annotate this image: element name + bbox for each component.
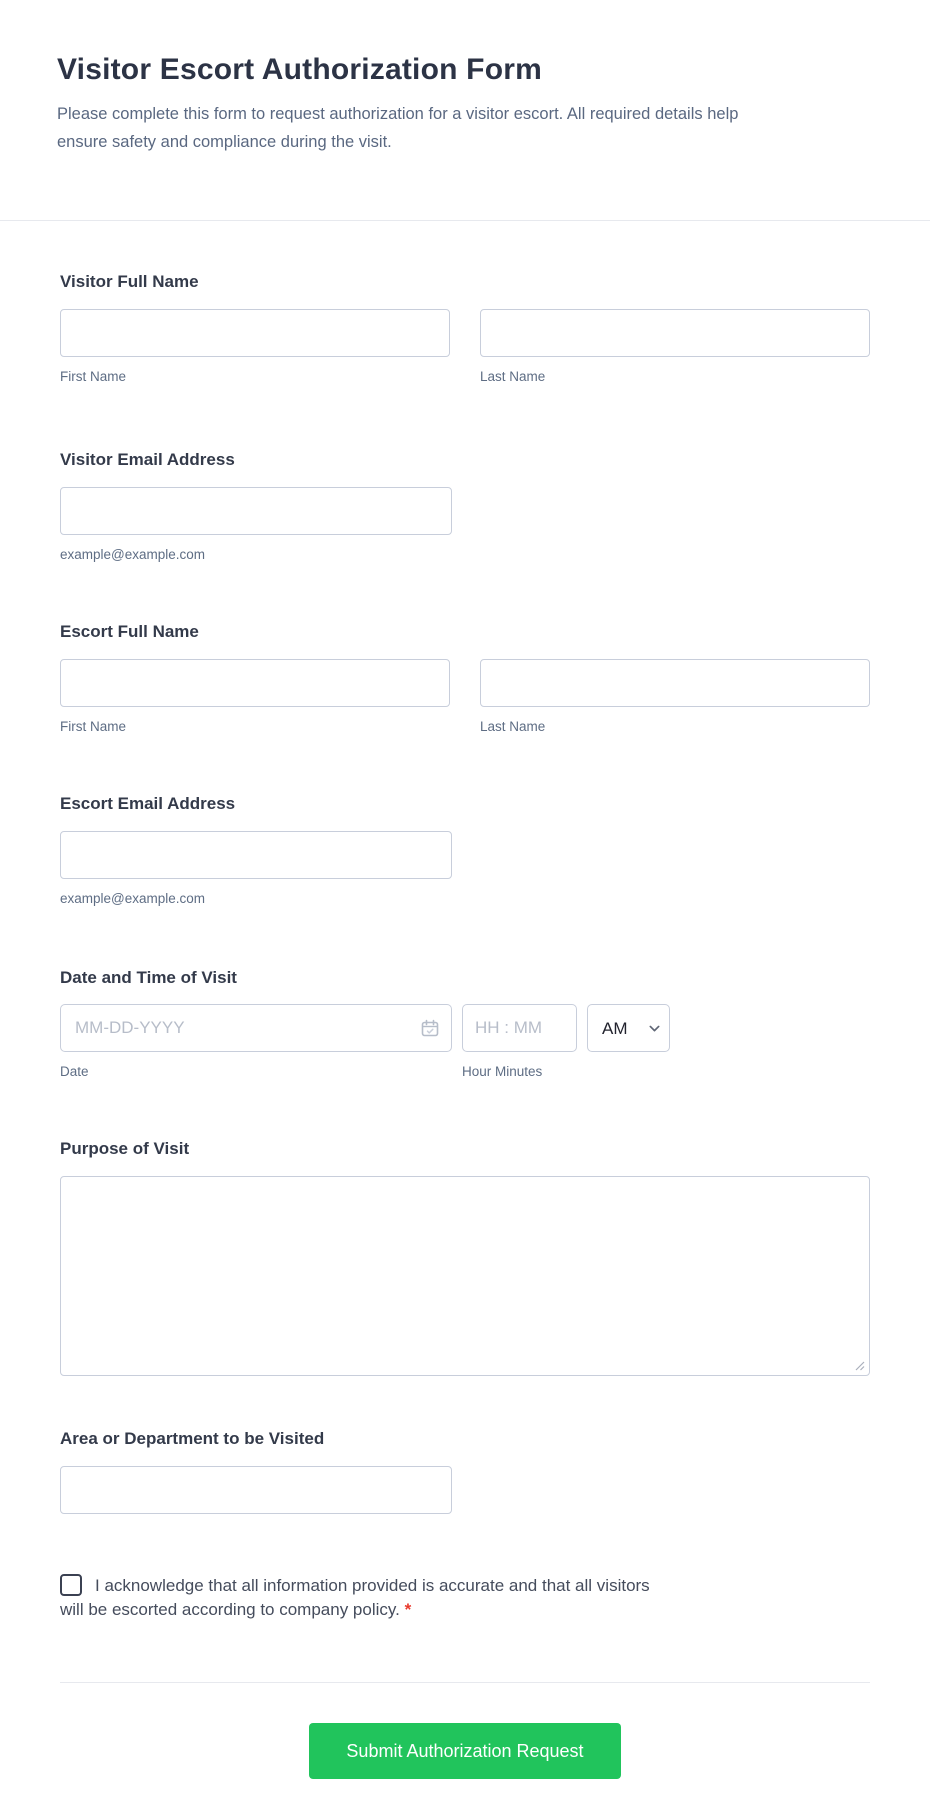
purpose-textarea[interactable] [60, 1176, 870, 1376]
date-sublabel: Date [60, 1064, 89, 1079]
visitor-first-name-sublabel: First Name [60, 369, 127, 384]
visitor-email-section [60, 449, 870, 563]
visitor-email-sublabel: example@example.com [60, 547, 206, 562]
acknowledgment-checkbox[interactable] [60, 1574, 82, 1596]
date-field-wrapper [60, 1004, 452, 1052]
visitor-last-name-input[interactable] [480, 309, 870, 357]
purpose-label: Purpose of Visit [60, 1139, 190, 1158]
form-footer [60, 1683, 870, 1779]
ampm-select-wrapper [587, 1004, 670, 1052]
calendar-icon[interactable] [420, 1018, 440, 1038]
visitor-name-label: Visitor Full Name [60, 272, 199, 291]
date-input[interactable] [60, 1004, 452, 1052]
resize-handle-icon[interactable] [853, 1359, 865, 1371]
visitor-name-section [60, 271, 870, 385]
required-asterisk: * [404, 1600, 412, 1619]
escort-name-section [60, 621, 870, 735]
time-input[interactable] [462, 1004, 577, 1052]
escort-last-name-sublabel: Last Name [480, 719, 546, 734]
ampm-select[interactable] [587, 1004, 670, 1052]
escort-name-label: Escort Full Name [60, 622, 199, 641]
escort-email-sublabel: example@example.com [60, 891, 206, 906]
visitor-email-input[interactable] [60, 487, 452, 535]
datetime-label: Date and Time of Visit [60, 968, 237, 987]
escort-first-name-input[interactable] [60, 659, 450, 707]
escort-first-name-sublabel: First Name [60, 719, 127, 734]
area-label: Area or Department to be Visited [60, 1429, 325, 1448]
page-title: Visitor Escort Authorization Form [57, 53, 542, 86]
time-sublabel: Hour Minutes [462, 1064, 543, 1079]
visitor-last-name-sublabel: Last Name [480, 369, 546, 384]
form-header [0, 0, 930, 221]
purpose-section [60, 1138, 870, 1376]
area-section [60, 1428, 870, 1514]
visitor-email-label: Visitor Email Address [60, 450, 235, 469]
form-body [0, 271, 930, 1779]
form-subtitle: Please complete this form to request authorization for a visitor escort. All required details help ensure safety and compliance during the visit. [57, 105, 739, 151]
datetime-section [60, 967, 870, 1080]
escort-email-label: Escort Email Address [60, 794, 236, 813]
visitor-first-name-input[interactable] [60, 309, 450, 357]
acknowledgment-label[interactable] [60, 1574, 670, 1622]
escort-last-name-input[interactable] [480, 659, 870, 707]
acknowledgment-section [60, 1574, 870, 1622]
submit-button[interactable]: Submit Authorization Request [309, 1723, 621, 1779]
escort-email-input[interactable] [60, 831, 452, 879]
area-input[interactable] [60, 1466, 452, 1514]
escort-email-section [60, 793, 870, 907]
acknowledgment-text: I acknowledge that all information provided is accurate and that all visitors will be escorted according to company policy. [60, 1576, 650, 1619]
